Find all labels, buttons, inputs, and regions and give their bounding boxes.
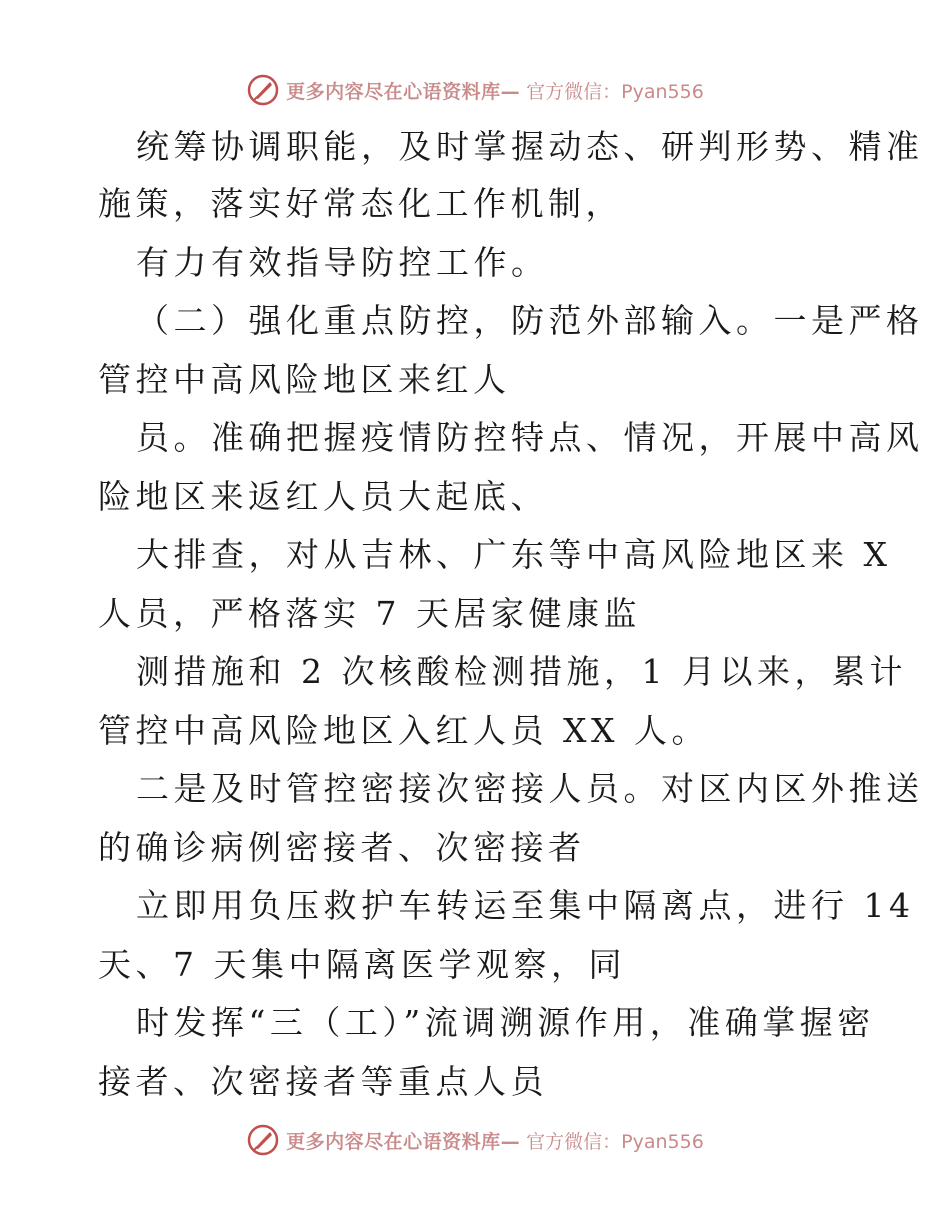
text-line: 险地区来返红人员大起底、 [98, 477, 548, 516]
text-line: 时发挥“三（工）”流调溯源作用，准确掌握密 [136, 1003, 875, 1042]
text-line: 测措施和 2 次核酸检测措施，1 月以来，累计 [136, 652, 907, 691]
watermark-wechat: 官方微信：Pyan556 [526, 80, 704, 103]
watermark-text: 更多内容尽在心语资料库— [286, 80, 521, 103]
text-line: 大排查，对从吉林、广东等中高风险地区来 X [136, 535, 892, 574]
text-line: 施策，落实好常态化工作机制， [98, 184, 623, 223]
watermark-text: 更多内容尽在心语资料库— [286, 1130, 521, 1153]
footer-watermark [0, 1120, 950, 1160]
header-watermark [0, 70, 950, 110]
text-line: （二）强化重点防控，防范外部输入。一是严格 [136, 301, 924, 340]
text-line: 接者、次密接者等重点人员 [98, 1062, 548, 1101]
watermark-wechat: 官方微信：Pyan556 [526, 1130, 704, 1153]
feather-pen-logo-icon [246, 73, 280, 107]
text-line: 员。准确把握疫情防控特点、情况，开展中高风 [136, 418, 924, 457]
text-line: 立即用负压救护车转运至集中隔离点，进行 14 [136, 886, 915, 925]
text-line: 管控中高风险地区来红人 [98, 360, 511, 399]
text-line: 人员，严格落实 7 天居家健康监 [98, 594, 641, 633]
feather-pen-logo-icon [246, 1123, 280, 1157]
text-line: 的确诊病例密接者、次密接者 [98, 828, 586, 867]
text-line: 二是及时管控密接次密接人员。对区内区外推送 [136, 769, 924, 808]
text-line: 有力有效指导防控工作。 [136, 243, 549, 282]
text-line: 天、7 天集中隔离医学观察，同 [98, 945, 626, 984]
text-line: 管控中高风险地区入红人员 XX 人。 [98, 711, 709, 750]
text-line: 统筹协调职能，及时掌握动态、研判形势、精准 [136, 127, 924, 166]
